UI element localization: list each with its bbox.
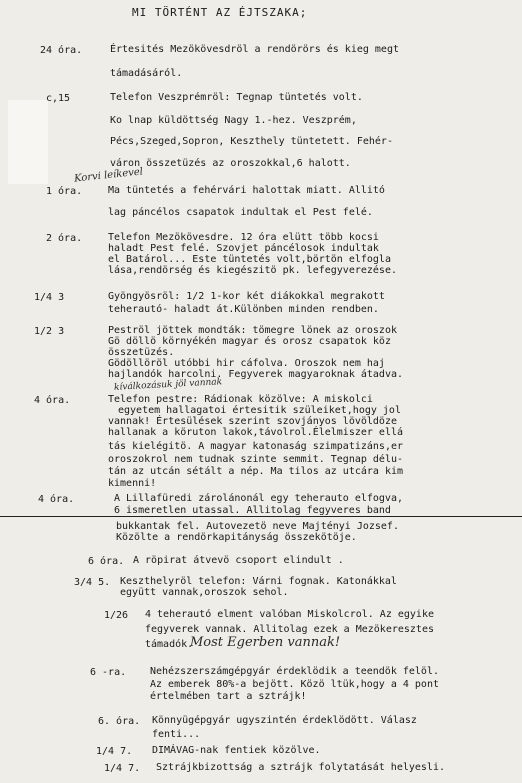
entry-line: Könnyügépgyár ugyszintén érdeklödött. Válasz: [152, 715, 417, 726]
entry-line: Sztrájkbizottság a sztrájk folytatását helyesli.: [156, 762, 445, 773]
entry-line: Telefon Veszprémröl: Tegnap tüntetés volt.: [110, 92, 363, 103]
entry-line: Értesités Mezökövesdröl a rendörörs és kieg megt: [110, 44, 399, 55]
entry-line: Gö döllö környékén magyar és orosz csapatok köz: [108, 336, 391, 347]
entry-time: 1/2 3: [34, 326, 65, 337]
entry-line: támadók.: [145, 639, 194, 650]
entry-line: váron összetüzés az oroszokkal,6 halott.: [110, 158, 351, 169]
section-divider: [0, 516, 522, 517]
entry-line: Közölte a rendörkapitányság összekötöje.: [116, 532, 357, 543]
entry-line: támadásáról.: [110, 68, 183, 79]
entry-time: 6 -ra.: [90, 667, 127, 678]
entry-time: 1 óra.: [46, 186, 83, 197]
entry-line: Pécs,Szeged,Sopron, Keszthely tüntetett. Fehér-: [110, 136, 393, 147]
entry-line: el Batárol... Este tüntetés volt,börtön elfogla: [108, 254, 391, 265]
entry-line: hajlandók harcolni. Fegyverek magyaroknak átadva.: [108, 369, 404, 380]
entry-line: kimenni!: [108, 478, 157, 489]
entry-line: A röpirat átvevö csoport elindult .: [133, 555, 344, 566]
entry-line: 4 teherautó elment valóban Miskolcrol. Az egyike: [145, 609, 434, 620]
entry-line: egyetem hallagatoi értesitik szüleiket,hogy jol: [118, 405, 401, 416]
entry-line: oroszokrol nem tudnak szinte semmit. Tegnap délu-: [108, 454, 404, 465]
entry-time: 1/4 7.: [96, 746, 133, 757]
handwritten-note: Most Egerben vannak!: [190, 635, 341, 650]
entry-line: tás kielégitö. A magyar katonaság szimpatizáns,er: [108, 441, 404, 452]
entry-time: 1/4 3: [34, 292, 65, 303]
entry-line: Gyöngyösröl: 1/2 1-kor két diákokkal megrakott: [108, 291, 385, 302]
entry-time: 2 óra.: [46, 233, 83, 244]
entry-line: A Lillafüredi zárolánonál egy teherauto elfogva,: [114, 493, 403, 504]
entry-time: 4 óra.: [34, 395, 71, 406]
entry-line: fenti...: [152, 729, 201, 740]
entry-time: 4 óra.: [38, 494, 75, 505]
entry-line: Ma tüntetés a fehérvári halottak miatt. Allitó: [108, 185, 385, 196]
entry-line: értelmében tart a sztrájk!: [150, 691, 307, 702]
entry-line: bukkantak fel. Autovezetö neve Majtényi Jozsef.: [116, 521, 399, 532]
entry-line: Telefon pestre: Rádionak közölve: A miskolci: [108, 394, 373, 405]
entry-line: teherautó- haladt át.Különben minden rendben.: [108, 304, 379, 315]
entry-time: c,15: [46, 93, 71, 104]
entry-line: hallanak a köruton lakok,távolrol.Élelmiszer ellá: [108, 427, 404, 438]
margin-patch: [8, 100, 48, 184]
handwritten-note: Korvi leíkevel: [73, 166, 144, 185]
page-title: MI TÖRTÉNT AZ ÉJTSZAKA;: [132, 6, 308, 19]
entry-line: 6 ismeretlen utassal. Allitolag fegyveres band: [114, 505, 391, 516]
entry-line: fegyverek vannak. Allitolag ezek a Mezökeresztes: [145, 624, 434, 635]
entry-line: Telefon Mezökövesdre. 12 óra elütt több kocsi: [108, 232, 379, 243]
entry-line: Az emberek 80%-a bejött. Közö ltük,hogy a 4 pont: [150, 679, 439, 690]
entry-line: lag páncélos csapatok indultak el Pest felé.: [108, 207, 373, 218]
entry-line: együtt vannak,oroszok sehol.: [120, 587, 289, 598]
entry-time: 6 óra.: [88, 556, 125, 567]
entry-line: Keszthelyröl telefon: Várni fognak. Katonákkal: [120, 576, 397, 587]
entry-line: Peströl jöttek mondták: tömegre lönek az oroszok: [108, 325, 397, 336]
entry-time: 1/26: [104, 610, 129, 621]
entry-line: összetüzés.: [108, 347, 175, 358]
entry-line: DIMÁVAG-nak fentiek közölve.: [152, 745, 321, 756]
entry-line: vannak! Értesülések szerint szovjányos lövöldöze: [108, 416, 397, 427]
entry-line: lása,rendörség és kiegészitö pk. lefegyverezése.: [108, 265, 397, 276]
entry-line: haladt Pest felé. Szovjet páncélosok indultak: [108, 243, 379, 254]
entry-line: Gödöllöröl utóbbi hir cáfolva. Oroszok nem haj: [108, 358, 385, 369]
entry-time: 24 óra.: [40, 45, 83, 56]
entry-time: 3/4 5.: [74, 577, 111, 588]
entry-time: 6. óra.: [98, 716, 141, 727]
entry-time: 1/4 7.: [104, 763, 141, 774]
entry-line: Ko lnap küldöttség Nagy 1.-hez. Veszprém,: [110, 115, 357, 126]
handwritten-note: kíválkozásuk jöl vannak: [113, 377, 223, 393]
entry-line: Nehézszerszámgépgyár érdeklödik a teendök felöl.: [150, 666, 439, 677]
entry-line: tán az utcán sétált a nép. Ma tilos az utcára kim: [108, 466, 404, 477]
